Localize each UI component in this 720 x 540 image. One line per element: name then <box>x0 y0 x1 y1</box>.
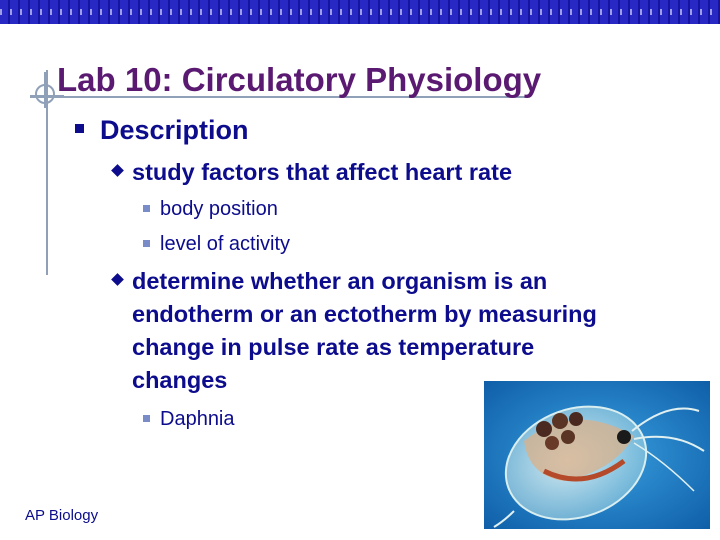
small-square-bullet-icon <box>143 205 150 212</box>
footer-label: AP Biology <box>25 507 99 524</box>
top-banner <box>0 0 720 24</box>
subpoint-text: body position <box>160 198 278 220</box>
subpoint-daphnia <box>160 407 235 431</box>
square-bullet-icon <box>75 124 84 133</box>
daphnia-photo <box>484 381 710 529</box>
heading-description <box>75 113 249 147</box>
diamond-bullet-icon <box>111 164 124 177</box>
point-heart-rate <box>132 156 632 189</box>
subpoint-activity <box>160 232 290 256</box>
left-vertical-rule <box>46 70 48 275</box>
heading-label: Description <box>100 115 249 145</box>
small-square-bullet-icon <box>143 415 150 422</box>
slide-title: Lab 10: Circulatory Physiology <box>57 61 542 98</box>
small-square-bullet-icon <box>143 240 150 247</box>
subpoint-text: Daphnia <box>160 408 235 430</box>
point-text: determine whether an organism is an endotherm or an ectotherm by measuring change in pulse rate as temperature changes <box>132 268 597 393</box>
point-endotherm <box>132 265 632 397</box>
banner-stripe <box>0 9 720 15</box>
diamond-bullet-icon <box>111 273 124 286</box>
point-text: study factors that affect heart rate <box>132 159 513 185</box>
subpoint-body-position <box>160 197 278 221</box>
subpoint-text: level of activity <box>160 233 291 255</box>
